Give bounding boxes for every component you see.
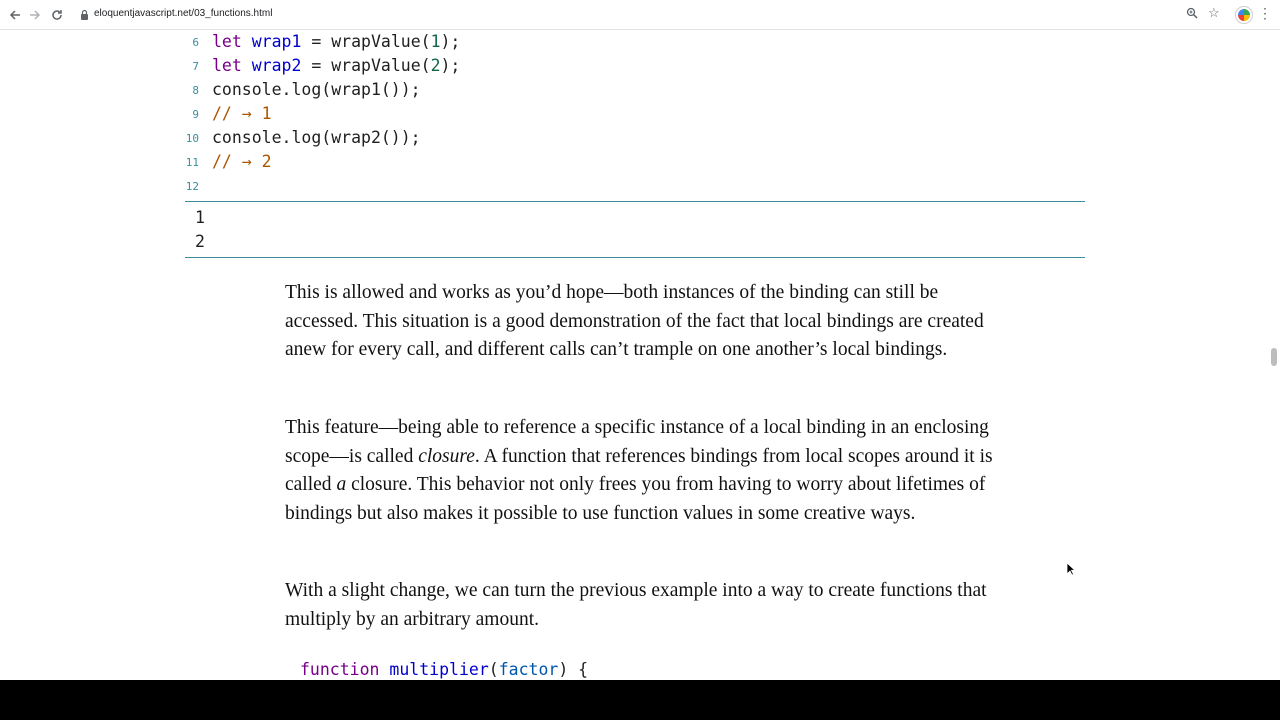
output-separator-bottom <box>185 257 1085 258</box>
code-line <box>0 54 1100 78</box>
identifier: wrap2 <box>251 56 302 75</box>
mouse-cursor-icon <box>1066 562 1076 576</box>
line-number: 12 <box>185 180 199 193</box>
code-fragment: ) { <box>558 660 589 679</box>
scrollbar-thumb[interactable] <box>1271 348 1277 366</box>
bookmark-star-icon[interactable]: ☆ <box>1208 5 1220 20</box>
text-fragment: This feature—being able to reference a specific instance of a local binding in an enclosing scope—is called <box>285 417 989 467</box>
parameter: factor <box>498 660 559 679</box>
code-fragment: ( <box>488 660 499 679</box>
emphasis-text: closure <box>418 445 475 467</box>
text-fragment: closure. This behavior not only frees you from having to worry about lifetimes of bindings but also makes it possible to use function values in some creative ways. <box>285 474 986 525</box>
menu-kebab-icon[interactable]: ⋮ <box>1258 5 1272 21</box>
code-fragment: = wrapValue( <box>301 32 431 51</box>
text-fragment: . A function that references bindings from local scopes around it is called <box>285 445 993 496</box>
code-text <box>212 54 460 78</box>
number-literal: 1 <box>430 32 441 51</box>
address-bar[interactable] <box>70 3 1258 27</box>
line-number: 7 <box>192 60 199 73</box>
identifier: multiplier <box>389 660 489 679</box>
lock-icon <box>80 9 89 21</box>
code-line <box>0 102 1100 126</box>
browser-toolbar <box>0 0 1280 30</box>
scrollbar[interactable] <box>1268 30 1280 680</box>
profile-avatar[interactable] <box>1236 7 1252 23</box>
code-fragment: ); <box>440 32 461 51</box>
reload-icon[interactable] <box>47 5 67 25</box>
line-number: 9 <box>192 108 199 121</box>
output-line: 1 <box>195 208 205 227</box>
forward-arrow-icon[interactable] <box>25 5 45 25</box>
output-line: 2 <box>195 232 205 251</box>
code-text <box>212 30 460 54</box>
emphasis-text: a <box>336 474 347 496</box>
code-line <box>0 150 1100 174</box>
code-text: console.log(wrap1()); <box>212 80 421 99</box>
code-text: console.log(wrap2()); <box>212 128 421 147</box>
paragraph: This is allowed and works as you’d hope—both instances of the binding can still be accessed. This situation is a good demonstration of the fact that local bindings are created anew for every call, and different calls can’t trample on one another’s local bindings. <box>285 282 984 361</box>
identifier: wrap1 <box>251 32 302 51</box>
url-text[interactable]: eloquentjavascript.net/03_functions.html <box>94 8 273 19</box>
line-number: 10 <box>185 132 199 145</box>
keyword: let <box>212 56 242 75</box>
keyword: function <box>300 660 380 679</box>
keyword: let <box>212 32 242 51</box>
line-number: 8 <box>192 84 199 97</box>
code-line[interactable] <box>0 174 1100 198</box>
line-number: 6 <box>192 36 199 49</box>
code-fragment: = wrapValue( <box>301 56 431 75</box>
line-number: 11 <box>185 156 199 169</box>
number-literal: 2 <box>430 56 441 75</box>
code-comment: // → 2 <box>212 152 272 171</box>
zoom-icon[interactable] <box>1186 7 1198 19</box>
letterbox-bar <box>0 680 1280 720</box>
paragraph-closure <box>285 414 995 529</box>
code-line <box>300 658 588 680</box>
output-separator-top <box>185 201 1085 202</box>
page-viewport <box>0 30 1280 680</box>
back-arrow-icon[interactable] <box>5 5 25 25</box>
code-line <box>0 126 1100 150</box>
code-comment: // → 1 <box>212 104 272 123</box>
code-line <box>0 30 1100 54</box>
paragraph: With a slight change, we can turn the previous example into a way to create functions that multiply by an arbitrary amount. <box>285 580 987 630</box>
code-fragment: ); <box>440 56 461 75</box>
code-line <box>0 78 1100 102</box>
